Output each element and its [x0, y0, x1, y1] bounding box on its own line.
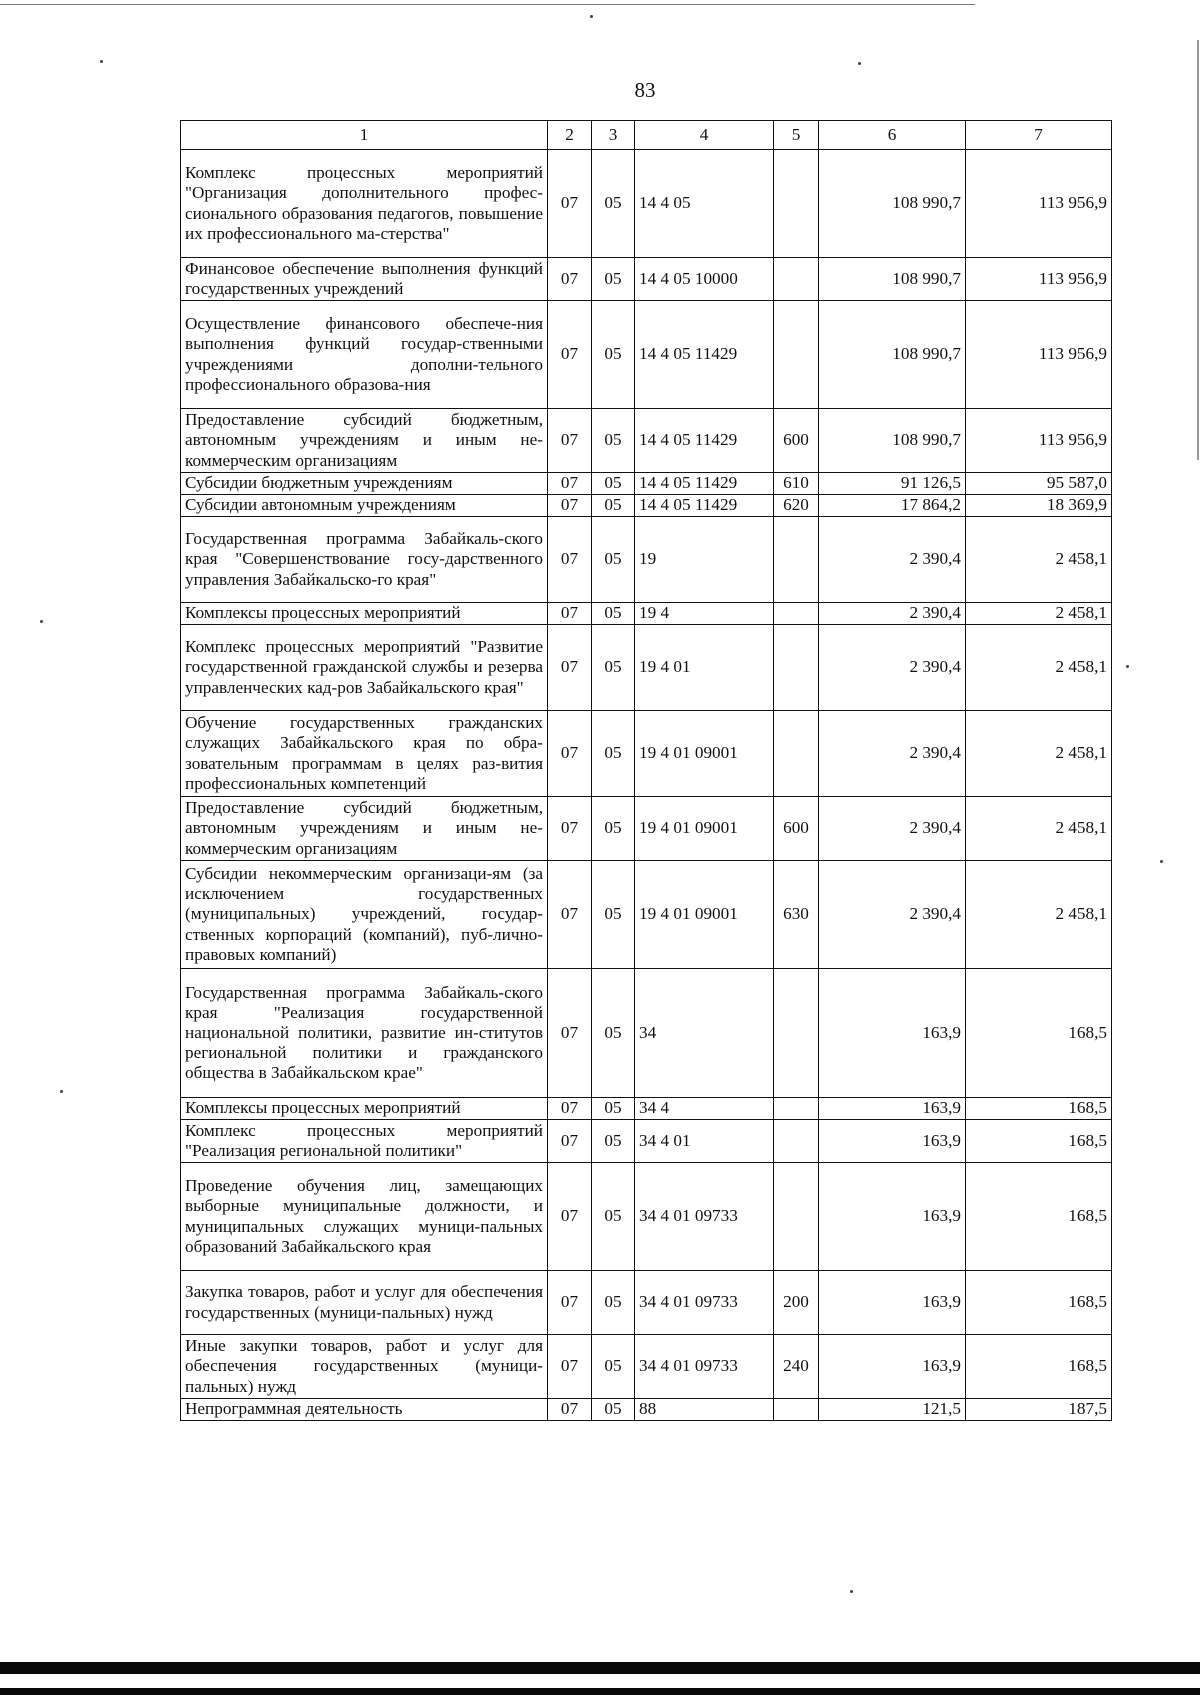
- table-row: [181, 517, 1112, 603]
- cell-amount-col7: 168,5: [966, 1163, 1112, 1271]
- cell-name: Предоставление субсидий бюджетным, автономным учреждениям и иным не-коммерческим организациям: [181, 409, 548, 473]
- scan-speck: [590, 15, 593, 18]
- table-row: [181, 1120, 1112, 1163]
- cell-target-code: 19: [635, 517, 774, 603]
- table-row: [181, 1098, 1112, 1120]
- page-number: 83: [634, 78, 656, 102]
- cell-subsection: 05: [592, 1120, 635, 1163]
- cell-target-code: 34 4: [635, 1098, 774, 1120]
- cell-name: Финансовое обеспечение выполнения функций государственных учреждений: [181, 258, 548, 301]
- cell-target-code: 14 4 05 11429: [635, 473, 774, 495]
- header-row: [181, 121, 1112, 150]
- cell-amount-col6: 91 126,5: [819, 473, 966, 495]
- cell-amount-col6: 163,9: [819, 1098, 966, 1120]
- cell-amount-col7: 187,5: [966, 1399, 1112, 1421]
- cell-target-code: 19 4 01 09001: [635, 711, 774, 797]
- cell-amount-col6: 163,9: [819, 1163, 966, 1271]
- cell-subsection: 05: [592, 473, 635, 495]
- cell-section: 07: [548, 861, 592, 969]
- scan-edge-right: [1197, 40, 1199, 460]
- cell-subsection: 05: [592, 1163, 635, 1271]
- cell-subsection: 05: [592, 409, 635, 473]
- cell-section: 07: [548, 603, 592, 625]
- cell-expense-type: [774, 258, 819, 301]
- cell-amount-col7: 2 458,1: [966, 711, 1112, 797]
- cell-section: 07: [548, 625, 592, 711]
- cell-expense-type: 240: [774, 1335, 819, 1399]
- table-row: [181, 1399, 1112, 1421]
- cell-amount-col6: 17 864,2: [819, 495, 966, 517]
- cell-name: Субсидии автономным учреждениям: [181, 495, 548, 517]
- table-row: [181, 1271, 1112, 1335]
- cell-amount-col6: 121,5: [819, 1399, 966, 1421]
- cell-target-code: 19 4 01 09001: [635, 861, 774, 969]
- cell-section: 07: [548, 1098, 592, 1120]
- cell-name: Государственная программа Забайкаль-ского края "Реализация государственной национальной политики, развитие ин-ститутов региональной политики и гражданского общества в Забайкальском крае": [181, 969, 548, 1098]
- scan-edge-top: [0, 4, 975, 5]
- cell-expense-type: 600: [774, 797, 819, 861]
- cell-expense-type: 620: [774, 495, 819, 517]
- cell-subsection: 05: [592, 861, 635, 969]
- cell-name: Иные закупки товаров, работ и услуг для обеспечения государственных (муници-пальных) нужд: [181, 1335, 548, 1399]
- cell-expense-type: [774, 603, 819, 625]
- cell-expense-type: [774, 1098, 819, 1120]
- cell-section: 07: [548, 1163, 592, 1271]
- scan-speck: [1160, 860, 1163, 863]
- cell-amount-col7: 2 458,1: [966, 625, 1112, 711]
- cell-subsection: 05: [592, 603, 635, 625]
- table-row: [181, 797, 1112, 861]
- cell-name: Субсидии бюджетным учреждениям: [181, 473, 548, 495]
- column-header: 6: [819, 121, 966, 150]
- cell-name: Комплекс процессных мероприятий "Развитие государственной гражданской службы и резерва управленческих кад-ров Забайкальского края": [181, 625, 548, 711]
- cell-amount-col7: 168,5: [966, 1098, 1112, 1120]
- cell-name: Непрограммная деятельность: [181, 1399, 548, 1421]
- scan-speck: [858, 62, 861, 65]
- column-header: 1: [181, 121, 548, 150]
- cell-amount-col7: 168,5: [966, 1335, 1112, 1399]
- cell-subsection: 05: [592, 1271, 635, 1335]
- cell-amount-col6: 2 390,4: [819, 797, 966, 861]
- cell-section: 07: [548, 409, 592, 473]
- column-header: 7: [966, 121, 1112, 150]
- cell-name: Комплексы процессных мероприятий: [181, 1098, 548, 1120]
- table-row: [181, 969, 1112, 1098]
- cell-amount-col7: 168,5: [966, 1271, 1112, 1335]
- cell-amount-col7: 113 956,9: [966, 150, 1112, 258]
- cell-amount-col6: 2 390,4: [819, 861, 966, 969]
- cell-subsection: 05: [592, 258, 635, 301]
- cell-amount-col7: 2 458,1: [966, 861, 1112, 969]
- table-row: [181, 861, 1112, 969]
- cell-section: 07: [548, 1399, 592, 1421]
- cell-amount-col6: 163,9: [819, 1120, 966, 1163]
- cell-target-code: 34: [635, 969, 774, 1098]
- cell-expense-type: 630: [774, 861, 819, 969]
- table-row: [181, 301, 1112, 409]
- cell-amount-col6: 108 990,7: [819, 258, 966, 301]
- cell-amount-col7: 113 956,9: [966, 258, 1112, 301]
- cell-expense-type: [774, 969, 819, 1098]
- table-row: [181, 150, 1112, 258]
- cell-section: 07: [548, 517, 592, 603]
- cell-amount-col6: 163,9: [819, 1335, 966, 1399]
- cell-expense-type: [774, 1399, 819, 1421]
- cell-amount-col6: 108 990,7: [819, 409, 966, 473]
- cell-target-code: 34 4 01 09733: [635, 1163, 774, 1271]
- cell-expense-type: [774, 625, 819, 711]
- cell-expense-type: 600: [774, 409, 819, 473]
- cell-subsection: 05: [592, 711, 635, 797]
- cell-subsection: 05: [592, 625, 635, 711]
- cell-amount-col6: 163,9: [819, 1271, 966, 1335]
- cell-amount-col7: 2 458,1: [966, 603, 1112, 625]
- cell-name: Государственная программа Забайкаль-ского края "Совершенствование госу-дарственного управления Забайкальско-го края": [181, 517, 548, 603]
- cell-amount-col7: 168,5: [966, 969, 1112, 1098]
- scan-edge-bottom: [0, 1662, 1200, 1674]
- column-header: 2: [548, 121, 592, 150]
- cell-section: 07: [548, 150, 592, 258]
- cell-expense-type: 200: [774, 1271, 819, 1335]
- cell-target-code: 14 4 05 11429: [635, 495, 774, 517]
- cell-section: 07: [548, 1335, 592, 1399]
- scan-speck: [60, 1090, 63, 1093]
- cell-name: Комплекс процессных мероприятий "Организация дополнительного профес-сионального образования педагогов, повышение их профессионального ма-стерства": [181, 150, 548, 258]
- cell-subsection: 05: [592, 495, 635, 517]
- cell-target-code: 19 4 01: [635, 625, 774, 711]
- column-header: 4: [635, 121, 774, 150]
- table-row: [181, 603, 1112, 625]
- cell-name: Комплексы процессных мероприятий: [181, 603, 548, 625]
- cell-subsection: 05: [592, 1098, 635, 1120]
- cell-expense-type: [774, 517, 819, 603]
- cell-name: Субсидии некоммерческим организаци-ям (за исключением государственных (муниципальных) учреждений, государ-ственных корпораций (компаний), пуб-лично-правовых компаний): [181, 861, 548, 969]
- cell-section: 07: [548, 969, 592, 1098]
- cell-target-code: 19 4 01 09001: [635, 797, 774, 861]
- cell-amount-col6: 108 990,7: [819, 150, 966, 258]
- cell-section: 07: [548, 301, 592, 409]
- column-header: 3: [592, 121, 635, 150]
- cell-expense-type: [774, 301, 819, 409]
- scan-edge-bottom-lower: [0, 1688, 1200, 1695]
- cell-target-code: 19 4: [635, 603, 774, 625]
- cell-amount-col7: 113 956,9: [966, 301, 1112, 409]
- cell-subsection: 05: [592, 1399, 635, 1421]
- cell-name: Предоставление субсидий бюджетным, автономным учреждениям и иным не-коммерческим организациям: [181, 797, 548, 861]
- cell-amount-col6: 163,9: [819, 969, 966, 1098]
- cell-expense-type: [774, 150, 819, 258]
- cell-target-code: 88: [635, 1399, 774, 1421]
- cell-section: 07: [548, 258, 592, 301]
- scan-speck: [100, 60, 103, 63]
- cell-amount-col6: 2 390,4: [819, 625, 966, 711]
- cell-amount-col7: 113 956,9: [966, 409, 1112, 473]
- cell-amount-col6: 2 390,4: [819, 517, 966, 603]
- cell-subsection: 05: [592, 969, 635, 1098]
- cell-target-code: 34 4 01 09733: [635, 1271, 774, 1335]
- cell-expense-type: [774, 1120, 819, 1163]
- cell-amount-col7: 2 458,1: [966, 797, 1112, 861]
- table-row: [181, 1335, 1112, 1399]
- cell-expense-type: [774, 711, 819, 797]
- cell-name: Обучение государственных гражданских служащих Забайкальского края по обра-зовательным программам в целях раз-вития профессиональных компетенций: [181, 711, 548, 797]
- table-row: [181, 258, 1112, 301]
- cell-section: 07: [548, 711, 592, 797]
- cell-section: 07: [548, 473, 592, 495]
- cell-section: 07: [548, 1120, 592, 1163]
- cell-subsection: 05: [592, 150, 635, 258]
- cell-subsection: 05: [592, 517, 635, 603]
- cell-subsection: 05: [592, 797, 635, 861]
- column-header: 5: [774, 121, 819, 150]
- cell-expense-type: [774, 1163, 819, 1271]
- cell-target-code: 34 4 01 09733: [635, 1335, 774, 1399]
- cell-section: 07: [548, 797, 592, 861]
- table-row: [181, 1163, 1112, 1271]
- cell-target-code: 14 4 05 11429: [635, 301, 774, 409]
- table-row: [181, 625, 1112, 711]
- table-row: [181, 409, 1112, 473]
- cell-expense-type: 610: [774, 473, 819, 495]
- cell-amount-col7: 168,5: [966, 1120, 1112, 1163]
- cell-amount-col6: 2 390,4: [819, 603, 966, 625]
- table-row: [181, 473, 1112, 495]
- cell-name: Проведение обучения лиц, замещающих выборные муниципальные должности, и муниципальных служащих муници-пальных образований Забайкальского края: [181, 1163, 548, 1271]
- table-row: [181, 495, 1112, 517]
- cell-amount-col7: 95 587,0: [966, 473, 1112, 495]
- scan-speck: [850, 1590, 853, 1593]
- scan-speck: [40, 620, 43, 623]
- cell-subsection: 05: [592, 301, 635, 409]
- table-body: [181, 150, 1112, 1421]
- cell-target-code: 34 4 01: [635, 1120, 774, 1163]
- cell-amount-col6: 2 390,4: [819, 711, 966, 797]
- cell-amount-col7: 18 369,9: [966, 495, 1112, 517]
- cell-amount-col6: 108 990,7: [819, 301, 966, 409]
- cell-name: Осуществление финансового обеспече-ния выполнения функций государ-ственными учреждениями дополни-тельного профессионального образова-ния: [181, 301, 548, 409]
- cell-name: Комплекс процессных мероприятий "Реализация региональной политики": [181, 1120, 548, 1163]
- table-row: [181, 711, 1112, 797]
- cell-target-code: 14 4 05: [635, 150, 774, 258]
- cell-name: Закупка товаров, работ и услуг для обеспечения государственных (муници-пальных) нужд: [181, 1271, 548, 1335]
- cell-subsection: 05: [592, 1335, 635, 1399]
- scan-speck: [1126, 665, 1129, 668]
- cell-target-code: 14 4 05 10000: [635, 258, 774, 301]
- cell-section: 07: [548, 495, 592, 517]
- cell-target-code: 14 4 05 11429: [635, 409, 774, 473]
- budget-table: [180, 120, 1112, 1421]
- cell-amount-col7: 2 458,1: [966, 517, 1112, 603]
- cell-section: 07: [548, 1271, 592, 1335]
